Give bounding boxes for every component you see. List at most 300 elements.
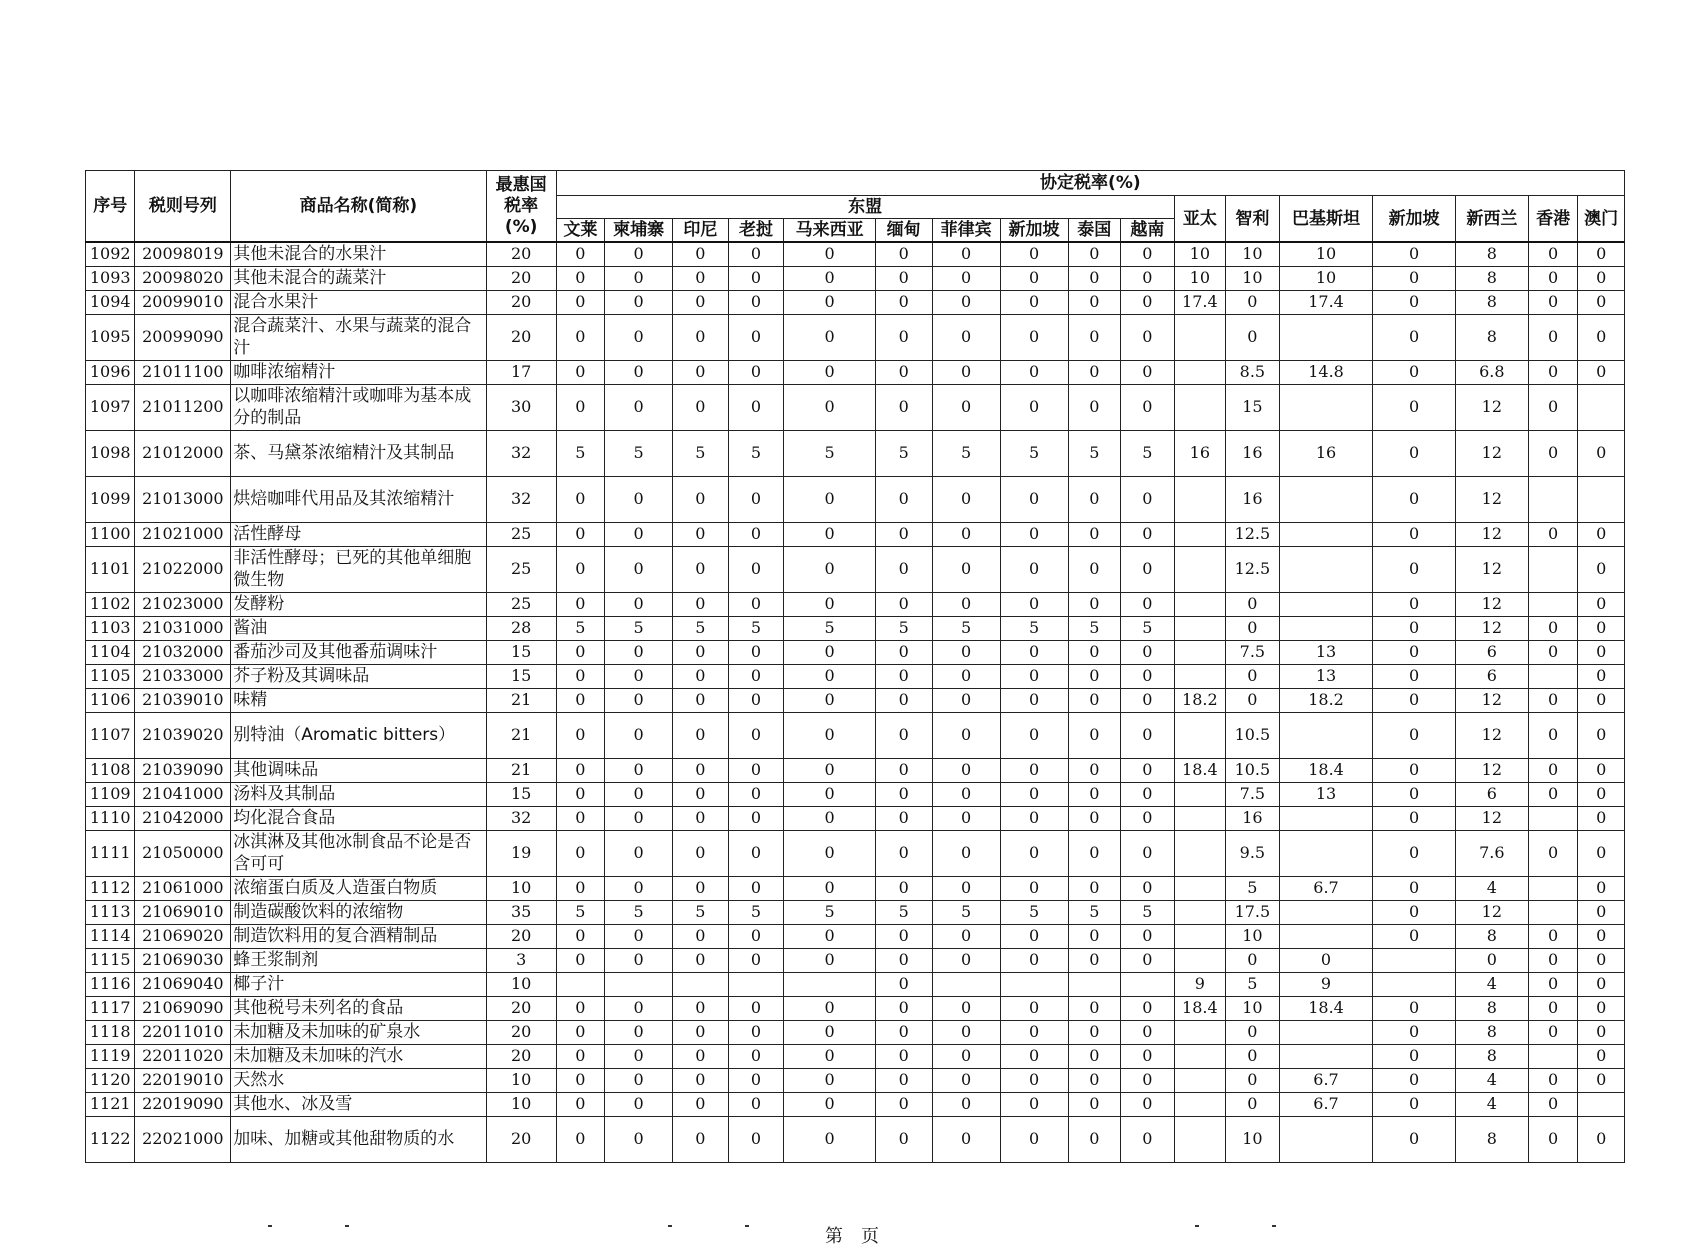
row-name: 其他调味品 [231,758,486,782]
row-rate: 0 [556,384,604,430]
row-rate: 0 [932,876,1000,900]
row-rate: 5 [728,616,784,640]
row-rate: 0 [1226,688,1280,712]
row-rate: 18.4 [1174,758,1226,782]
header-asean-7: 新加坡 [1000,219,1068,243]
row-rate: 0 [1528,712,1577,758]
row-rate: 0 [1373,266,1455,290]
row-rate [1068,972,1121,996]
row-rate: 8 [1455,314,1528,360]
row-rate: 13 [1279,664,1373,688]
row-rate: 0 [784,758,876,782]
row-rate [1578,1092,1625,1116]
row-rate: 0 [673,266,729,290]
row-mfn: 21 [486,688,556,712]
row-rate [1578,476,1625,522]
row-rate [1000,972,1068,996]
row-rate: 0 [1121,1020,1175,1044]
row-code: 21069020 [135,924,231,948]
row-rate: 0 [673,522,729,546]
row-rate: 0 [673,1068,729,1092]
row-name: 浓缩蛋白质及人造蛋白物质 [231,876,486,900]
row-rate: 0 [605,948,673,972]
header-other-6: 澳门 [1578,196,1625,243]
row-rate: 0 [1068,712,1121,758]
row-rate: 0 [1373,688,1455,712]
row-seq: 1101 [86,546,135,592]
row-rate [1174,314,1226,360]
row-rate: 0 [1578,360,1625,384]
row-rate: 0 [1068,948,1121,972]
row-rate: 0 [673,640,729,664]
row-rate: 4 [1455,972,1528,996]
header-asean-1: 柬埔寨 [605,219,673,243]
row-rate: 0 [1226,1044,1280,1068]
row-rate: 0 [1226,1068,1280,1092]
row-rate: 0 [1068,592,1121,616]
row-rate: 0 [605,266,673,290]
row-mfn: 10 [486,876,556,900]
row-rate: 12 [1455,476,1528,522]
row-code: 21022000 [135,546,231,592]
row-code: 21069010 [135,900,231,924]
row-rate: 6.7 [1279,1068,1373,1092]
row-rate: 0 [605,996,673,1020]
row-rate: 0 [1068,266,1121,290]
row-seq: 1107 [86,712,135,758]
row-name: 芥子粉及其调味品 [231,664,486,688]
row-rate: 0 [728,242,784,266]
row-rate: 12 [1455,384,1528,430]
row-rate: 0 [1226,1020,1280,1044]
header-asean: 东盟 [556,196,1174,219]
row-rate: 0 [1121,996,1175,1020]
row-seq: 1104 [86,640,135,664]
row-rate: 0 [932,1044,1000,1068]
row-rate: 0 [728,876,784,900]
row-name: 茶、马黛茶浓缩精汁及其制品 [231,430,486,476]
row-rate [1174,664,1226,688]
row-rate [1174,712,1226,758]
row-rate: 0 [1528,360,1577,384]
row-rate: 0 [673,592,729,616]
row-rate: 0 [875,806,932,830]
row-rate: 0 [1121,806,1175,830]
row-rate: 8 [1455,996,1528,1020]
header-code: 税则号列 [135,171,231,243]
row-rate: 0 [1578,1068,1625,1092]
row-rate: 0 [673,1092,729,1116]
row-name: 混合水果汁 [231,290,486,314]
row-rate: 17.4 [1279,290,1373,314]
row-rate: 5 [784,430,876,476]
row-mfn: 10 [486,1068,556,1092]
row-rate: 0 [1121,948,1175,972]
row-rate: 0 [1121,664,1175,688]
row-rate: 5 [728,430,784,476]
row-name: 咖啡浓缩精汁 [231,360,486,384]
row-rate: 0 [1373,806,1455,830]
row-rate [1373,948,1455,972]
row-rate: 0 [1578,782,1625,806]
row-rate: 0 [1528,830,1577,876]
row-rate: 0 [784,830,876,876]
row-rate: 0 [1000,688,1068,712]
row-rate: 0 [1000,384,1068,430]
row-rate: 0 [1121,266,1175,290]
row-rate: 0 [1578,290,1625,314]
row-rate: 0 [728,996,784,1020]
row-mfn: 32 [486,430,556,476]
header-asean-3: 老挝 [728,219,784,243]
row-rate: 0 [1578,522,1625,546]
row-seq: 1105 [86,664,135,688]
row-seq: 1093 [86,266,135,290]
row-rate: 12 [1455,616,1528,640]
row-seq: 1096 [86,360,135,384]
row-rate: 0 [1068,314,1121,360]
row-rate: 0 [1373,616,1455,640]
row-rate: 0 [673,948,729,972]
row-rate: 0 [932,314,1000,360]
row-rate: 5 [605,616,673,640]
row-seq: 1115 [86,948,135,972]
row-rate: 8 [1455,266,1528,290]
row-name: 其他未混合的蔬菜汁 [231,266,486,290]
table-row [86,782,1625,806]
row-rate: 0 [1528,616,1577,640]
row-rate: 0 [1373,996,1455,1020]
row-rate: 0 [556,876,604,900]
row-rate: 0 [1226,314,1280,360]
row-seq: 1112 [86,876,135,900]
row-rate: 0 [728,1068,784,1092]
row-rate: 0 [1578,616,1625,640]
row-rate: 0 [556,360,604,384]
row-rate [1279,924,1373,948]
header-other-0: 亚太 [1174,196,1226,243]
row-rate: 0 [1068,688,1121,712]
row-rate: 0 [1226,948,1280,972]
row-name: 活性酵母 [231,522,486,546]
row-name: 制造碳酸饮料的浓缩物 [231,900,486,924]
row-rate: 0 [1578,430,1625,476]
row-rate: 0 [1528,384,1577,430]
row-rate: 0 [605,1044,673,1068]
row-rate: 0 [1373,290,1455,314]
row-rate: 5 [556,616,604,640]
row-rate: 0 [932,1020,1000,1044]
row-rate: 0 [784,592,876,616]
row-rate [673,972,729,996]
row-rate: 0 [1455,948,1528,972]
row-rate: 0 [875,360,932,384]
row-code: 22021000 [135,1116,231,1162]
row-rate: 5 [556,430,604,476]
row-rate [1121,972,1175,996]
row-name: 蜂王浆制剂 [231,948,486,972]
row-code: 21039020 [135,712,231,758]
row-name: 烘焙咖啡代用品及其浓缩精汁 [231,476,486,522]
row-rate: 0 [1121,1092,1175,1116]
row-rate: 18.2 [1279,688,1373,712]
row-mfn: 20 [486,1044,556,1068]
row-rate: 10 [1226,996,1280,1020]
row-rate: 0 [1121,290,1175,314]
row-seq: 1106 [86,688,135,712]
row-rate: 0 [556,664,604,688]
row-mfn: 15 [486,664,556,688]
table-row [86,924,1625,948]
row-rate: 0 [784,384,876,430]
row-rate [1528,592,1577,616]
row-rate: 0 [1373,1092,1455,1116]
row-rate: 0 [1578,712,1625,758]
row-rate: 0 [932,360,1000,384]
row-rate: 5 [932,430,1000,476]
row-rate: 5 [1000,616,1068,640]
row-mfn: 25 [486,592,556,616]
row-rate: 0 [605,688,673,712]
row-rate: 0 [1068,996,1121,1020]
row-rate [1528,900,1577,924]
row-rate: 12 [1455,758,1528,782]
row-rate: 12 [1455,900,1528,924]
row-rate: 0 [673,830,729,876]
row-rate: 0 [1121,242,1175,266]
row-rate [1279,616,1373,640]
header-mfn: 最惠国税率(%) [486,171,556,243]
row-rate: 0 [1373,430,1455,476]
row-rate: 0 [875,876,932,900]
row-rate: 0 [784,996,876,1020]
row-rate: 0 [673,476,729,522]
row-rate: 8 [1455,1044,1528,1068]
row-rate: 0 [784,782,876,806]
row-rate: 0 [932,664,1000,688]
row-rate: 0 [728,830,784,876]
row-rate: 8 [1455,924,1528,948]
row-rate: 0 [673,758,729,782]
row-rate: 0 [1068,384,1121,430]
row-rate: 0 [728,290,784,314]
row-rate: 5 [673,430,729,476]
row-name: 加味、加糖或其他甜物质的水 [231,1116,486,1162]
row-rate [1528,476,1577,522]
row-rate: 10 [1226,266,1280,290]
row-rate: 5 [875,430,932,476]
row-rate: 0 [605,876,673,900]
header-agreed: 协定税率(%) [556,171,1624,196]
row-rate: 0 [1528,948,1577,972]
row-rate: 0 [1121,876,1175,900]
row-code: 21011100 [135,360,231,384]
row-rate: 0 [784,806,876,830]
row-rate: 0 [1373,900,1455,924]
row-code: 21031000 [135,616,231,640]
row-name: 番茄沙司及其他番茄调味汁 [231,640,486,664]
table-row [86,546,1625,592]
row-rate: 0 [784,1020,876,1044]
row-name: 未加糖及未加味的汽水 [231,1044,486,1068]
row-rate: 0 [875,758,932,782]
row-code: 22019090 [135,1092,231,1116]
row-rate [1279,806,1373,830]
row-rate: 16 [1174,430,1226,476]
row-name: 冰淇淋及其他冰制食品不论是否含可可 [231,830,486,876]
row-rate: 0 [1000,806,1068,830]
table-row [86,266,1625,290]
row-rate [1279,546,1373,592]
row-rate: 0 [728,314,784,360]
table-row [86,972,1625,996]
row-rate: 0 [1373,476,1455,522]
row-rate: 0 [728,592,784,616]
row-mfn: 10 [486,1092,556,1116]
row-rate: 5 [605,900,673,924]
row-rate: 0 [1000,476,1068,522]
row-mfn: 21 [486,758,556,782]
row-rate: 0 [875,1044,932,1068]
header-seq: 序号 [86,171,135,243]
row-rate: 0 [1000,1044,1068,1068]
row-rate: 12 [1455,522,1528,546]
row-code: 21039090 [135,758,231,782]
row-rate: 5 [1121,430,1175,476]
row-rate: 0 [1578,1020,1625,1044]
row-rate: 0 [1068,758,1121,782]
row-rate: 6 [1455,640,1528,664]
row-rate: 0 [875,996,932,1020]
row-rate: 0 [1528,1092,1577,1116]
row-rate: 0 [556,522,604,546]
row-mfn: 15 [486,782,556,806]
row-rate: 10.5 [1226,758,1280,782]
row-rate: 0 [728,640,784,664]
row-rate [1528,664,1577,688]
row-rate: 7.5 [1226,782,1280,806]
row-rate: 9 [1279,972,1373,996]
row-rate: 0 [1000,664,1068,688]
row-rate [1174,616,1226,640]
row-rate: 5 [875,616,932,640]
row-rate [605,972,673,996]
row-mfn: 15 [486,640,556,664]
row-rate: 0 [932,384,1000,430]
row-code: 21021000 [135,522,231,546]
row-rate: 5 [784,900,876,924]
row-rate: 12 [1455,712,1528,758]
table-row [86,384,1625,430]
row-rate: 10 [1226,242,1280,266]
row-rate [1174,900,1226,924]
row-code: 22011020 [135,1044,231,1068]
row-name: 混合蔬菜汁、水果与蔬菜的混合汁 [231,314,486,360]
row-rate: 0 [1226,664,1280,688]
row-rate: 0 [1578,314,1625,360]
row-code: 21061000 [135,876,231,900]
row-rate: 0 [673,688,729,712]
row-rate: 12 [1455,806,1528,830]
row-name: 天然水 [231,1068,486,1092]
row-rate: 0 [1373,712,1455,758]
row-rate [1174,546,1226,592]
row-rate: 0 [1121,640,1175,664]
row-rate: 5 [1226,876,1280,900]
row-rate: 0 [932,266,1000,290]
row-rate: 0 [1068,830,1121,876]
table-row [86,476,1625,522]
row-rate: 0 [728,758,784,782]
row-rate: 7.6 [1455,830,1528,876]
row-rate: 0 [1373,1116,1455,1162]
row-rate: 0 [728,360,784,384]
row-rate [1174,1092,1226,1116]
row-name: 未加糖及未加味的矿泉水 [231,1020,486,1044]
row-rate: 0 [673,712,729,758]
row-rate: 0 [1226,290,1280,314]
row-rate: 0 [673,1044,729,1068]
row-rate: 0 [556,782,604,806]
row-rate: 0 [1528,242,1577,266]
row-rate: 0 [875,948,932,972]
row-rate: 0 [673,1116,729,1162]
row-rate [1174,476,1226,522]
row-mfn: 28 [486,616,556,640]
table-row [86,616,1625,640]
row-rate: 0 [932,522,1000,546]
row-rate: 5 [1068,900,1121,924]
row-rate [1174,1116,1226,1162]
row-rate: 0 [1121,1116,1175,1162]
row-code: 21011200 [135,384,231,430]
row-rate: 0 [1373,384,1455,430]
row-rate: 0 [1121,592,1175,616]
row-rate: 0 [932,1068,1000,1092]
page-footer: 第 页 [825,1226,879,1247]
row-rate: 4 [1455,876,1528,900]
row-seq: 1120 [86,1068,135,1092]
row-rate: 0 [1000,876,1068,900]
row-rate: 0 [1373,242,1455,266]
row-rate [1174,948,1226,972]
row-rate: 0 [728,522,784,546]
row-rate: 0 [673,782,729,806]
row-rate: 0 [728,266,784,290]
row-rate: 0 [1000,1020,1068,1044]
row-rate [1279,1116,1373,1162]
row-rate [1279,592,1373,616]
row-mfn: 20 [486,924,556,948]
row-code: 20099090 [135,314,231,360]
row-code: 21069040 [135,972,231,996]
row-rate: 0 [784,476,876,522]
row-rate: 0 [1528,430,1577,476]
row-rate: 0 [1578,924,1625,948]
row-rate: 7.5 [1226,640,1280,664]
row-rate: 0 [556,546,604,592]
row-rate: 0 [673,1020,729,1044]
row-rate: 18.4 [1279,758,1373,782]
row-rate [1279,900,1373,924]
row-rate: 9 [1174,972,1226,996]
row-rate: 0 [784,266,876,290]
row-rate: 0 [784,314,876,360]
row-rate: 0 [1373,546,1455,592]
row-code: 21050000 [135,830,231,876]
row-seq: 1122 [86,1116,135,1162]
row-rate: 12.5 [1226,546,1280,592]
